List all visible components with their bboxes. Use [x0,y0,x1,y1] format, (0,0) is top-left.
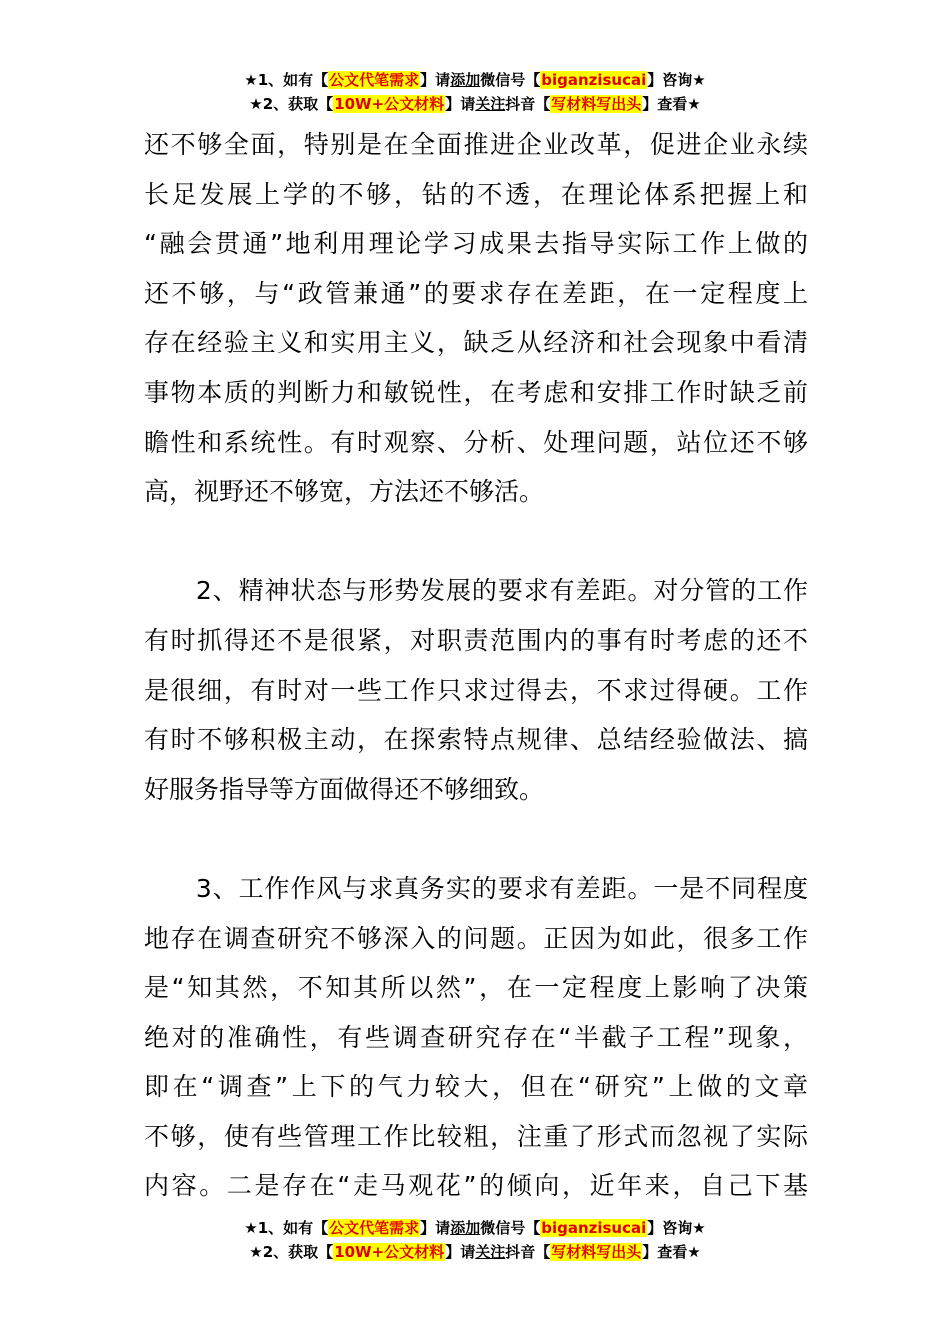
banner-text: ★2、获取【 [249,1243,334,1261]
text-line: 事物本质的判断力和敏锐性，在考虑和安排工作时缺乏前 [144,377,808,407]
text-line: 有时不够积极主动，在探索特点规律、总结经验做法、搞 [144,725,808,755]
banner-underlined: 添加 [450,1219,481,1237]
text-line: 是“知其然，不知其所以然”，在一定程度上影响了决策 [144,973,808,1003]
banner-text: 微信号【 [480,71,541,89]
banner-highlight: 写材料写出头 [551,95,642,113]
text-line: 3、工作作风与求真务实的要求有差距。一是不同程度 [144,873,808,903]
text-line: 是很细，有时对一些工作只求过得去，不求过得硬。工作 [144,675,808,705]
banner-text: ★2、获取【 [249,95,334,113]
banner-text: 】请 [420,71,451,89]
text-line: 内容。二是存在“走马观花”的倾向，近年来，自己下基 [144,1171,808,1201]
text-line: 不够，使有些管理工作比较粗，注重了形式而忽视了实际 [144,1121,808,1151]
banner-highlight: 公文代笔需求 [329,1219,420,1237]
banner-underlined: 关注 [475,1243,506,1261]
paragraph-2 [144,566,808,814]
text-line: 还不够全面，特别是在全面推进企业改革，促进企业永续 [144,130,808,159]
banner-highlight: biganzisucai [541,71,647,89]
paragraph-1 [144,120,808,517]
banner-text: 】请 [420,1219,451,1237]
text-line: 有时抓得还不是很紧，对职责范围内的事有时考虑的还不 [144,625,808,655]
banner-highlight: 10W+公文材料 [334,95,445,113]
text-line: 2、精神状态与形势发展的要求有差距。对分管的工作 [144,576,808,606]
banner-text: 】请 [445,95,476,113]
text-line: 地存在调查研究不够深入的问题。正因为如此，很多工作 [144,923,808,953]
banner-highlight: 写材料写出头 [551,1243,642,1261]
text-line: 即在“调查”上下的气力较大，但在“研究”上做的文章 [144,1072,808,1102]
banner-underlined: 添加 [450,71,481,89]
paragraph-gap [144,814,808,864]
text-line: 长足发展上学的不够，钻的不透，在理论体系把握上和 [144,179,808,209]
banner-text: 】咨询★ [647,1219,706,1237]
banner-highlight: biganzisucai [541,1219,647,1237]
text-line: “融会贯通”地利用理论学习成果去指导实际工作上做的 [144,229,808,259]
banner-text: ★1、如有【 [244,71,329,89]
banner-highlight: 10W+公文材料 [334,1243,445,1261]
banner-text: 微信号【 [480,1219,541,1237]
text-line: 瞻性和系统性。有时观察、分析、处理问题，站位还不够 [144,427,808,457]
text-line: 存在经验主义和实用主义，缺乏从经济和社会现象中看清 [144,328,808,358]
text-line: 还不够，与“政管兼通”的要求存在差距，在一定程度上 [144,278,808,308]
document-body [144,120,808,1211]
banner-text: 抖音【 [505,1243,551,1261]
paragraph-3 [144,864,808,1211]
banner-line-1 [0,1216,950,1240]
text-line: 好服务指导等方面做得还不够细致。 [144,774,545,804]
header-banner [0,68,950,116]
banner-text: 】查看★ [642,95,701,113]
banner-text: 】请 [445,1243,476,1261]
paragraph-gap [144,517,808,567]
text-line: 绝对的准确性，有些调查研究存在“半截子工程”现象， [144,1022,808,1052]
banner-line-1 [0,68,950,92]
footer-banner [0,1216,950,1264]
banner-text: 抖音【 [505,95,551,113]
banner-text: 】咨询★ [647,71,706,89]
banner-highlight: 公文代笔需求 [329,71,420,89]
banner-text: ★1、如有【 [244,1219,329,1237]
text-line: 高，视野还不够宽，方法还不够活。 [144,477,545,507]
banner-underlined: 关注 [475,95,506,113]
banner-line-2 [0,92,950,116]
banner-line-2 [0,1240,950,1264]
banner-text: 】查看★ [642,1243,701,1261]
